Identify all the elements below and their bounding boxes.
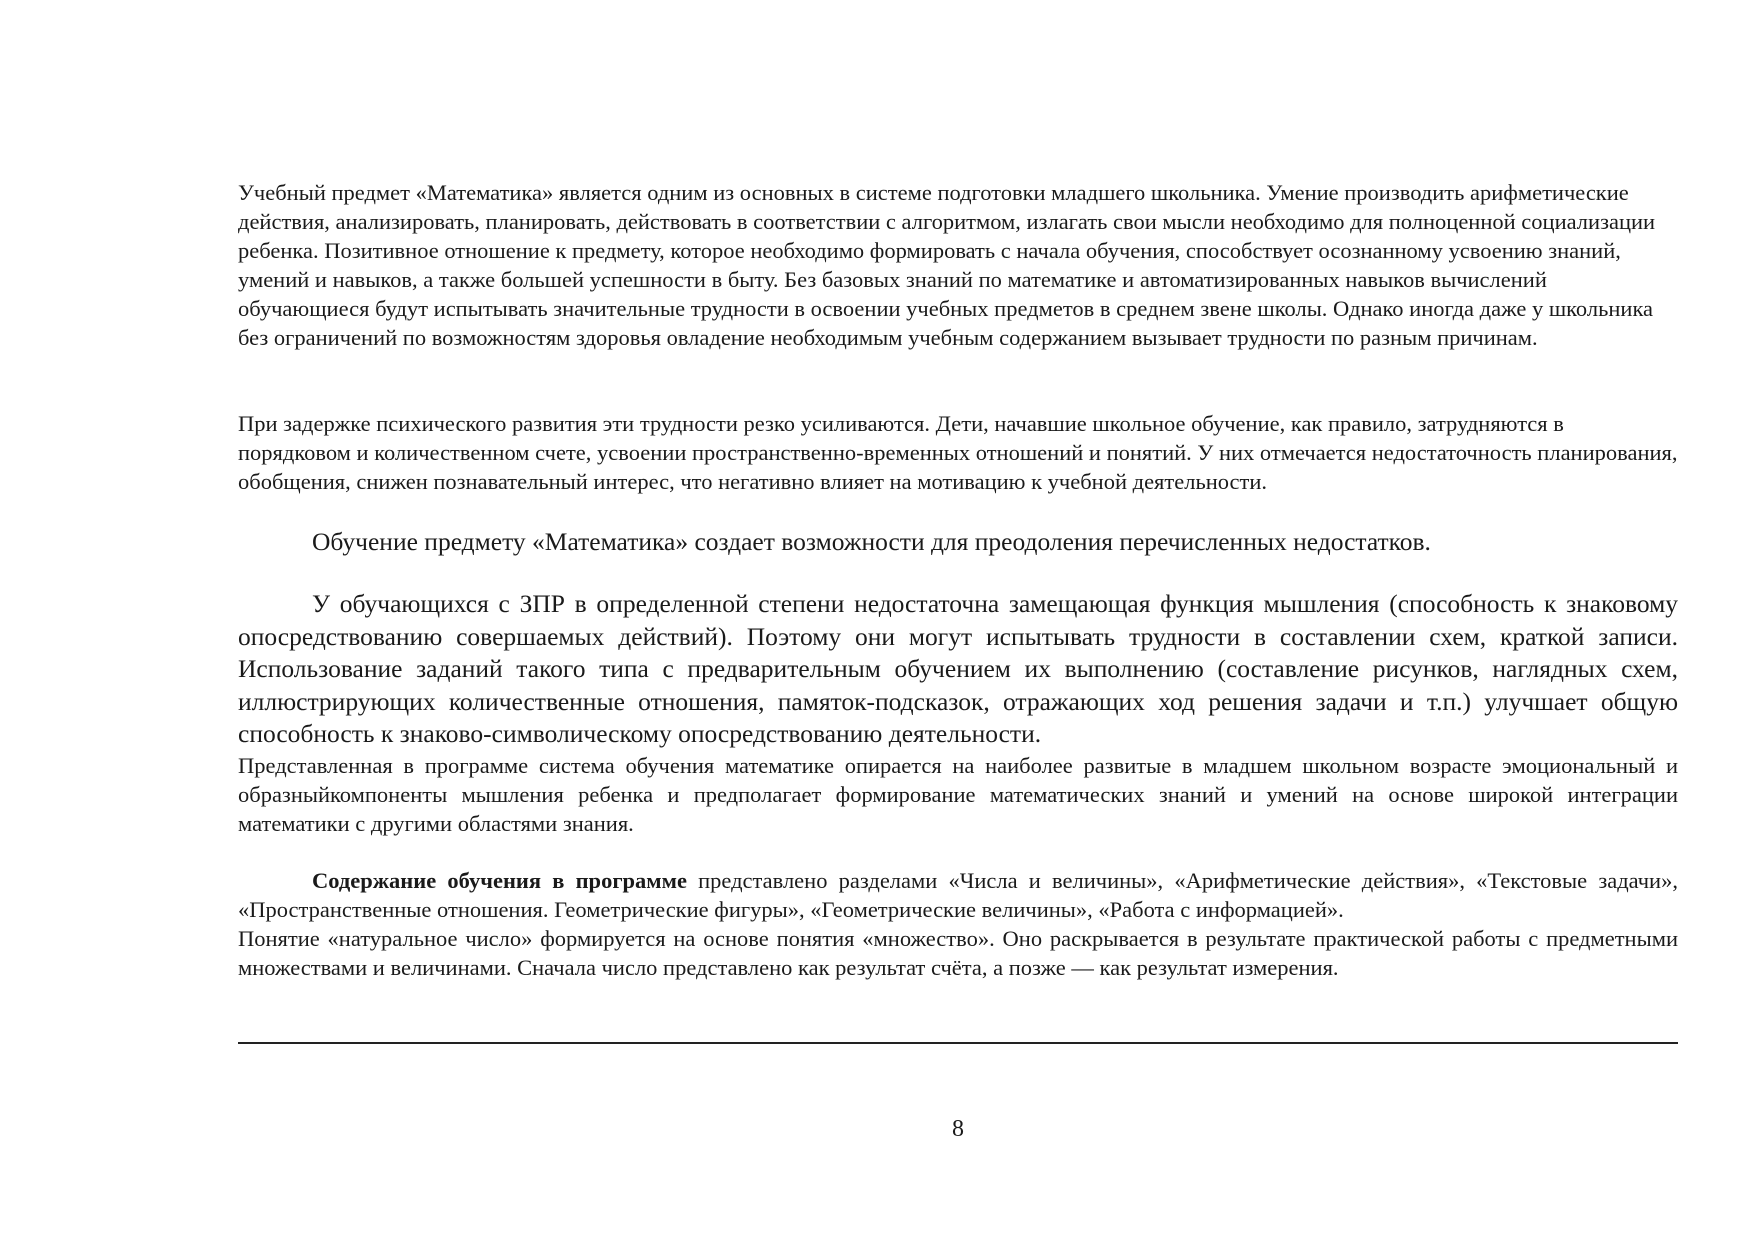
- bold-lead-in: Содержание обучения в программе: [312, 868, 687, 893]
- paragraph-sections: [238, 866, 1678, 924]
- paragraph-subject-possibilities: [238, 526, 1678, 559]
- paragraph-text-small: Представленная в программе система обучения математике опирается на наиболее развитые в младшем школьном возрасте эмоциональный и образныйкомпоненты мышления ребенка и предполагает формирование математических знаний и умений на основе широкой интеграции математики с другими областями знания.: [238, 752, 1678, 836]
- paragraph-substitution-function: [238, 588, 1678, 838]
- paragraph-text: При задержке психического развития эти трудности резко усиливаются. Дети, начавшие школьное обучение, как правило, затрудняются в порядковом и количественном счете, усвоении пространственно-временных отношений и понятий. У них отмечается недостаточность планирования, обобщения, снижен познавательный интерес, что негативно влияет на мотивацию к учебной деятельности.: [238, 411, 1678, 494]
- paragraph-natural-number: Понятие «натуральное число» формируется на основе понятия «множество». Оно раскрывается в результате практической работы с предметными множествами и величинами. Сначала число представлено как результат счёта, а позже — как результат измерения.: [238, 926, 1678, 980]
- paragraph-text-large: У обучающихся с ЗПР в определенной степени недостаточна замещающая функция мышления (способность к знаковому опосредствованию совершаемых действий). Поэтому они могут испытывать трудности в составлении схем, краткой записи. Использование заданий такого типа с предварительным обучением их выполнению (составление рисунков, наглядных схем, иллюстрирующих количественные отношения, памяток-подсказок, отражающих ход решения задачи и т.п.) улучшает общую способность к знаково-символическому опосредствованию деятельности.: [238, 589, 1678, 748]
- paragraph-subject-importance: [238, 178, 1678, 352]
- page-number: 8: [952, 1116, 964, 1142]
- paragraph-content-sections: [238, 866, 1678, 982]
- paragraph-zpr-difficulties: [238, 409, 1678, 496]
- paragraph-text: Обучение предмету «Математика» создает возможности для преодоления перечисленных недостатков.: [312, 527, 1431, 556]
- paragraph-sections-text: представлено разделами «Числа и величины», «Арифметические действия», «Текстовые задачи», «Пространственные отношения. Геометрические фигуры», «Геометрические величины», «Работа с информацией».: [238, 868, 1678, 922]
- paragraph-text: Учебный предмет «Математика» является одним из основных в системе подготовки младшего школьника. Умение производить арифметические действия, анализировать, планировать, действовать в соответствии с алгоритмом, излагать свои мысли необходимо для полноценной социализации ребенка. Позитивное отношение к предмету, которое необходимо формировать с начала обучения, способствует осознанному усвоению знаний, умений и навыков, а также большей успешности в быту. Без базовых знаний по математике и автоматизированных навыков вычислений обучающиеся будут испытывать значительные трудности в освоении учебных предметов в среднем звене школы. Однако иногда даже у школьника без ограничений по возможностям здоровья овладение необходимым учебным содержанием вызывает трудности по разным причинам.: [238, 180, 1656, 350]
- footnote-separator-line: [238, 1042, 1678, 1044]
